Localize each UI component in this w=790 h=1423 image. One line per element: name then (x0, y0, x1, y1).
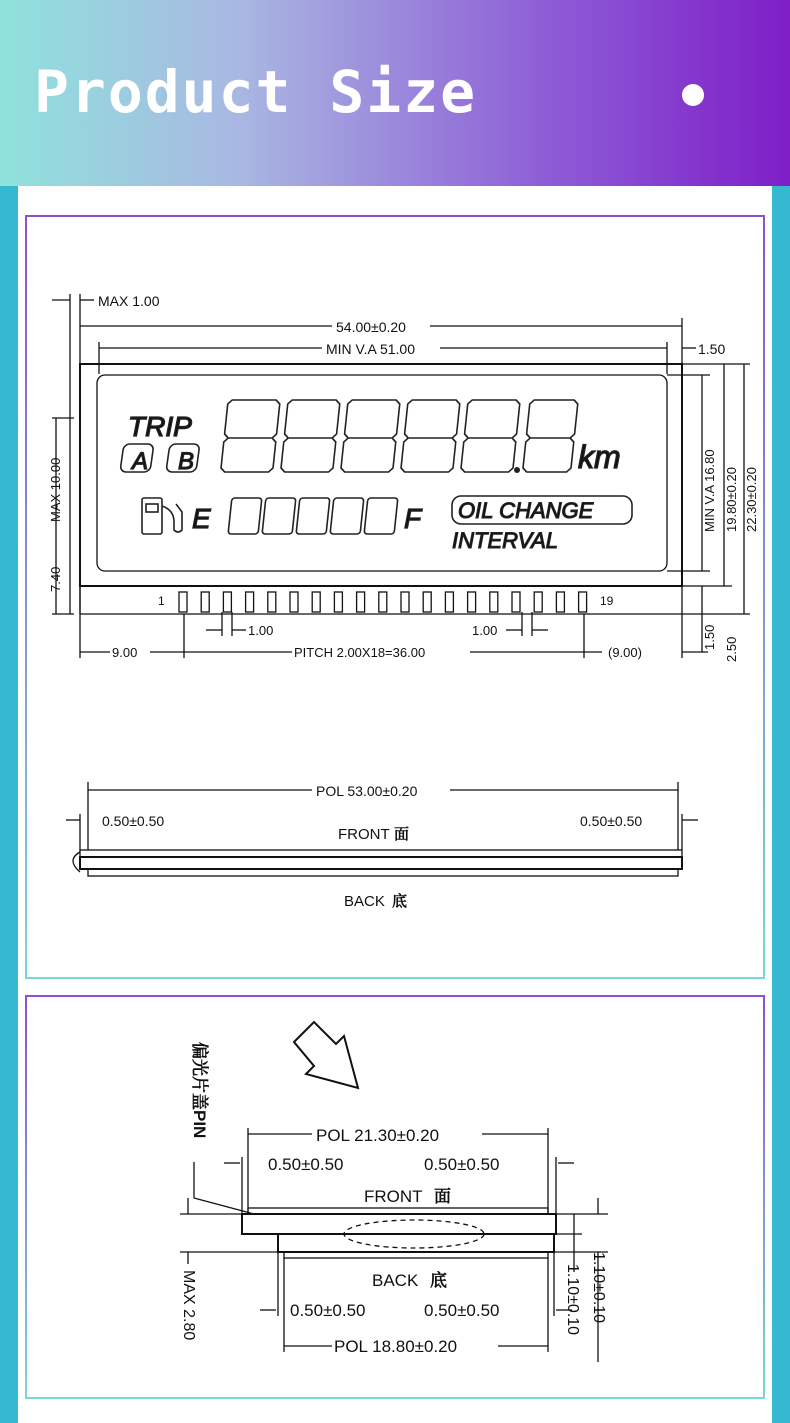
svg-text:BACK: BACK (372, 1271, 419, 1290)
lcd-pin (179, 592, 187, 612)
svg-text:0.50±0.50: 0.50±0.50 (424, 1155, 500, 1174)
svg-text:0.50±0.50: 0.50±0.50 (580, 813, 643, 829)
lcd-pin (401, 592, 409, 612)
lcd-pin (246, 592, 254, 612)
svg-text:2.50: 2.50 (724, 636, 739, 662)
glass-stack (242, 1208, 556, 1290)
svg-text:E: E (192, 503, 211, 534)
svg-text:MIN V.A 51.00: MIN V.A 51.00 (326, 341, 415, 357)
svg-text:BACK: BACK (344, 893, 385, 910)
detail-left-dimensions (180, 1198, 278, 1340)
svg-text:POL 53.00±0.20: POL 53.00±0.20 (316, 783, 418, 799)
svg-text:54.00±0.20: 54.00±0.20 (336, 319, 406, 335)
svg-text:偏光片盖PIN: 偏光片盖PIN (190, 1042, 209, 1139)
svg-text:MAX 10.00: MAX 10.00 (48, 457, 63, 522)
svg-text:(9.00): (9.00) (608, 645, 642, 660)
svg-text:TRIP: TRIP (128, 411, 192, 442)
svg-text:1.00: 1.00 (472, 623, 498, 638)
svg-text:FRONT: FRONT (338, 826, 390, 843)
fuel-pump-icon (142, 498, 182, 534)
svg-text:1.50: 1.50 (698, 341, 726, 357)
lcd-pin (334, 592, 342, 612)
svg-text:POL 18.80±0.20: POL 18.80±0.20 (334, 1337, 458, 1356)
svg-text:底: 底 (392, 893, 408, 910)
lcd-pin (223, 592, 231, 612)
lcd-pin (556, 592, 564, 612)
page-title: Product Size (34, 58, 478, 126)
lcd-pin (579, 592, 587, 612)
svg-text:km: km (578, 439, 621, 475)
lcd-pin (512, 592, 520, 612)
detail-right-dimensions (554, 1198, 608, 1362)
lcd-segments (120, 400, 632, 553)
side-view (66, 782, 698, 910)
svg-text:19.80±0.20: 19.80±0.20 (724, 467, 739, 532)
svg-text:B: B (178, 448, 195, 475)
drawing-panel-detail (25, 995, 765, 1399)
svg-text:1: 1 (158, 594, 165, 608)
svg-text:INTERVAL: INTERVAL (452, 528, 558, 553)
svg-text:MIN V.A 16.80: MIN V.A 16.80 (702, 449, 717, 532)
svg-text:MAX 1.00: MAX 1.00 (98, 293, 160, 309)
lcd-pin (357, 592, 365, 612)
pin-row (158, 592, 614, 612)
lcd-outline (80, 364, 682, 614)
svg-text:0.50±0.50: 0.50±0.50 (102, 813, 165, 829)
lcd-pin (468, 592, 476, 612)
detail-top-dimensions (224, 1126, 574, 1214)
svg-text:9.00: 9.00 (112, 645, 138, 660)
detail-view-drawing (27, 997, 763, 1397)
menu-dot-icon[interactable] (682, 84, 704, 106)
svg-text:0.50±0.50: 0.50±0.50 (290, 1301, 366, 1320)
lcd-pin (268, 592, 276, 612)
lcd-pin (290, 592, 298, 612)
view-arrow-icon (294, 1022, 358, 1088)
lcd-pin (490, 592, 498, 612)
lcd-pin (534, 592, 542, 612)
svg-text:POL 21.30±0.20: POL 21.30±0.20 (316, 1126, 440, 1145)
svg-text:PITCH 2.00X18=36.00: PITCH 2.00X18=36.00 (294, 645, 426, 660)
lcd-pin (423, 592, 431, 612)
svg-text:1.10±0.10: 1.10±0.10 (564, 1264, 581, 1336)
svg-text:面: 面 (394, 826, 410, 843)
drawing-panel-front (25, 215, 765, 979)
header-banner (0, 0, 790, 186)
svg-text:19: 19 (600, 594, 614, 608)
right-height-dimensions (667, 364, 759, 662)
lcd-pin (312, 592, 320, 612)
svg-text:OIL CHANGE: OIL CHANGE (458, 498, 594, 523)
lcd-pin (445, 592, 453, 612)
svg-text:F: F (404, 503, 422, 534)
svg-text:1.50: 1.50 (702, 624, 717, 650)
svg-text:1.00: 1.00 (248, 623, 274, 638)
svg-text:底: 底 (430, 1271, 447, 1290)
svg-text:0.50±0.50: 0.50±0.50 (268, 1155, 344, 1174)
bottom-pitch-dimensions (80, 612, 682, 660)
detail-bottom-dimensions (260, 1252, 572, 1356)
svg-text:A: A (132, 448, 149, 475)
svg-text:MAX 2.80: MAX 2.80 (180, 1270, 197, 1341)
lcd-pin (201, 592, 209, 612)
svg-text:面: 面 (434, 1187, 451, 1206)
svg-text:0.50±0.50: 0.50±0.50 (424, 1301, 500, 1320)
lcd-pin (379, 592, 387, 612)
svg-text:7.40: 7.40 (48, 566, 63, 592)
svg-text:FRONT: FRONT (364, 1187, 423, 1206)
svg-text:1.10±0.10: 1.10±0.10 (590, 1252, 607, 1324)
svg-text:22.30±0.20: 22.30±0.20 (744, 467, 759, 532)
front-view-drawing (27, 217, 763, 977)
va-width-dimension (99, 341, 725, 374)
